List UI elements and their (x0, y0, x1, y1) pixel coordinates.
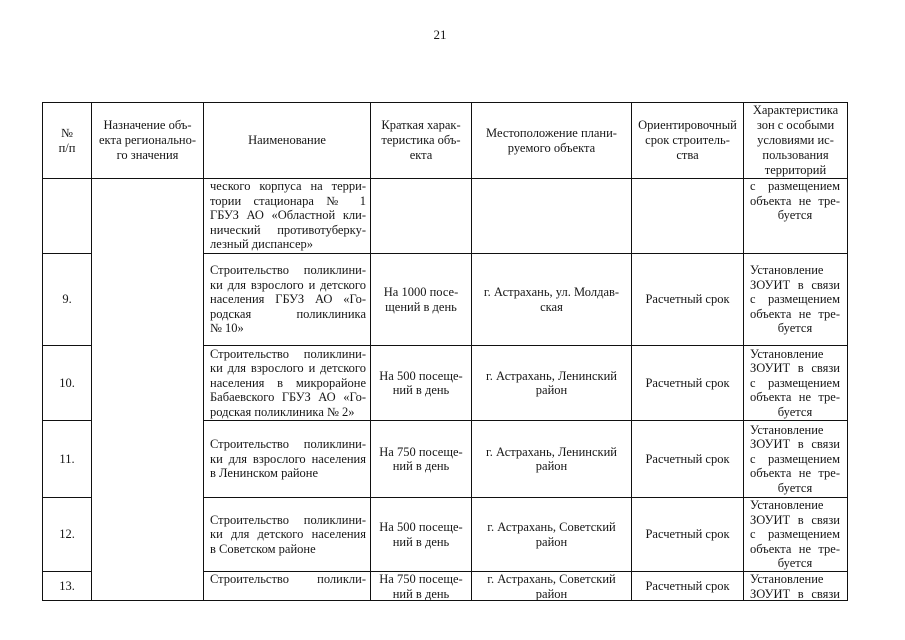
cell-characteristic-text (374, 498, 468, 571)
row-number: 12. (59, 527, 75, 542)
cell-name (204, 179, 371, 254)
cell-num-text (45, 179, 89, 253)
header-line: Местоположение плани- (486, 125, 617, 140)
header-line: го значения (116, 148, 179, 162)
cell-line: объекта не тре- (750, 541, 840, 556)
header-line: теристика объ- (381, 133, 461, 147)
header-term-text (634, 103, 741, 178)
cell-line: с размещением (750, 375, 840, 390)
cell-name-text (210, 421, 366, 497)
cell-num (43, 179, 92, 254)
cell-line: ческого корпуса на терри- (210, 179, 366, 193)
cell-name-text (210, 346, 366, 420)
cell-line: Расчетный срок (645, 578, 730, 593)
cell-line: населения в микрорайоне (210, 375, 366, 390)
header-num (43, 103, 92, 179)
header-num-text (45, 103, 89, 178)
header-line: екта (409, 148, 433, 162)
cell-line: объекта не тре- (750, 193, 840, 208)
header-name-text (206, 103, 368, 178)
cell-line: буется (777, 480, 813, 495)
cell-characteristic (371, 572, 472, 601)
cell-line: с размещением (750, 527, 840, 542)
cell-line: Строительство поликлини- (210, 437, 366, 452)
cell-line: ЗОУИТ в связи (750, 437, 840, 452)
cell-characteristic (371, 179, 472, 254)
cell-term (632, 179, 744, 254)
cell-line: Установление (750, 572, 824, 586)
header-zones (744, 103, 848, 179)
cell-line: На 1000 посе- (383, 285, 459, 299)
header-characteristic (371, 103, 472, 179)
cell-characteristic-text (374, 346, 468, 420)
cell-term-text (635, 179, 740, 253)
cell-num (43, 498, 92, 572)
cell-location-text (475, 254, 628, 345)
cell-location (472, 346, 632, 421)
cell-location (472, 572, 632, 601)
cell-line: с размещением (750, 292, 840, 307)
cell-line: объекта не тре- (750, 306, 840, 321)
cell-num (43, 572, 92, 601)
cell-line: район (535, 383, 568, 397)
cell-location-text (475, 498, 628, 571)
header-line: Краткая харак- (381, 118, 461, 132)
cell-name-text (210, 179, 366, 253)
cell-zones (744, 346, 848, 421)
cell-name-text (210, 498, 366, 571)
cell-term (632, 572, 744, 601)
header-line: руемого объекта (507, 140, 596, 155)
table-row (43, 179, 848, 254)
header-line: Назначение объ- (103, 118, 192, 132)
cell-num-text (45, 498, 89, 571)
cell-location (472, 498, 632, 572)
cell-line: ний в день (392, 459, 450, 473)
cell-characteristic (371, 421, 472, 498)
cell-line: тории стационара № 1 (210, 193, 366, 208)
cell-location-text (475, 421, 628, 497)
row-number: 10. (59, 375, 75, 390)
cell-line: ЗОУИТ в связи (750, 361, 840, 376)
header-name (204, 103, 371, 179)
cell-location-text (475, 346, 628, 420)
cell-line: район (535, 459, 568, 473)
cell-line: с размещением (750, 179, 840, 193)
cell-line: щений в день (385, 299, 457, 314)
cell-zones (744, 179, 848, 254)
cell-zones (744, 254, 848, 346)
cell-term (632, 254, 744, 346)
cell-line: ЗОУИТ в связи (750, 586, 840, 600)
cell-line: район (535, 534, 568, 549)
cell-zones (744, 498, 848, 572)
header-line: Характеристика (752, 103, 839, 117)
cell-line: объекта не тре- (750, 466, 840, 481)
page-number: 21 (433, 27, 447, 42)
header-zones-text (746, 103, 845, 178)
cell-line: ний в день (392, 586, 450, 600)
cell-line: г. Астрахань, Советский (487, 520, 616, 534)
cell-term-text (635, 498, 740, 571)
cell-line: нический противотуберку- (210, 222, 366, 237)
cell-line: На 500 посеще- (379, 520, 463, 534)
cell-line: На 750 посеще- (379, 444, 463, 459)
cell-characteristic-text (374, 421, 468, 497)
cell-line: Установление (750, 422, 824, 437)
header-line: условиями ис- (757, 133, 834, 147)
cell-term (632, 421, 744, 498)
cell-line: ки для взрослого и детского (210, 361, 366, 376)
cell-num-text (45, 421, 89, 497)
cell-name (204, 421, 371, 498)
cell-line: ки для взрослого населения (210, 451, 366, 466)
cell-line: На 750 посеще- (379, 572, 463, 586)
purpose-cell (92, 179, 204, 601)
cell-line: буется (777, 404, 813, 419)
table-header (43, 103, 848, 179)
cell-line: родская поликлиника № 2» (210, 404, 355, 419)
cell-line: ки для взрослого и детского (210, 277, 366, 292)
cell-line: ГБУЗ АО «Областной кли- (210, 208, 366, 222)
cell-zones-text (750, 498, 840, 571)
header-row (43, 103, 848, 179)
cell-location (472, 254, 632, 346)
cell-line: г. Астрахань, ул. Молдав- (483, 285, 620, 299)
cell-term-text (635, 254, 740, 345)
cell-name (204, 498, 371, 572)
cell-characteristic-text (374, 572, 468, 600)
cell-zones-text (750, 179, 840, 253)
cell-location (472, 179, 632, 254)
cell-term-text (635, 572, 740, 600)
cell-line: в Ленинском районе (210, 466, 319, 481)
header-line: территорий (764, 163, 827, 177)
cell-line: ний в день (392, 383, 450, 397)
cell-line: Расчетный срок (645, 527, 730, 542)
cell-location-text (475, 572, 628, 600)
header-characteristic-text (373, 103, 469, 178)
header-purpose-text (94, 103, 201, 178)
cell-num-text (45, 346, 89, 420)
cell-line: родская поликлиника (210, 306, 366, 321)
cell-characteristic-text (374, 179, 468, 253)
cell-line: Расчетный срок (645, 375, 730, 390)
header-line: Ориентировочный (638, 118, 737, 132)
cell-line: Расчетный срок (645, 292, 730, 307)
cell-zones-text (750, 572, 840, 600)
cell-line: ки для детского населения (210, 527, 366, 542)
cell-num (43, 421, 92, 498)
row-number: 11. (59, 451, 75, 466)
cell-line: ний в день (392, 534, 450, 549)
cell-num (43, 346, 92, 421)
header-line: срок строитель- (645, 133, 730, 147)
header-line: п/п (58, 140, 76, 155)
cell-characteristic-text (374, 254, 468, 345)
cell-line: На 500 посеще- (379, 368, 463, 383)
cell-num-text (45, 572, 89, 600)
cell-line: Строительство поликлини- (210, 263, 366, 278)
cell-line: г. Астрахань, Ленинский (486, 368, 617, 383)
cell-term-text (635, 346, 740, 420)
cell-zones-text (750, 346, 840, 420)
cell-zones-text (750, 421, 840, 497)
cell-line: буется (777, 208, 813, 222)
cell-line: Расчетный срок (645, 451, 730, 466)
cell-line: Установление (750, 346, 824, 361)
cell-num-text (45, 254, 89, 345)
cell-line: буется (777, 556, 813, 571)
cell-line: ЗОУИТ в связи (750, 512, 840, 527)
cell-line: Строительство поликли- (210, 572, 366, 586)
planning-objects-table (42, 102, 848, 601)
cell-zones (744, 421, 848, 498)
cell-characteristic (371, 498, 472, 572)
header-line: Наименование (248, 133, 326, 147)
cell-line: район (535, 586, 568, 600)
cell-line: Строительство поликлини- (210, 512, 366, 527)
cell-zones (744, 572, 848, 601)
cell-line: г. Астрахань, Ленинский (486, 444, 617, 459)
row-number: 9. (62, 292, 72, 307)
table-body (43, 179, 848, 601)
cell-term (632, 346, 744, 421)
cell-name-text (210, 254, 366, 345)
header-line: пользования (762, 148, 829, 162)
cell-term (632, 498, 744, 572)
cell-name-text (210, 572, 366, 600)
cell-line: населения ГБУЗ АО «Го- (210, 292, 366, 307)
cell-line: лезный диспансер» (210, 237, 314, 251)
cell-name (204, 572, 371, 601)
cell-characteristic (371, 254, 472, 346)
header-term (632, 103, 744, 179)
cell-line: ЗОУИТ в связи (750, 277, 840, 292)
cell-line: ская (540, 299, 563, 314)
header-purpose (92, 103, 204, 179)
header-line: екта регионально- (99, 133, 196, 147)
cell-line: Установление (750, 263, 824, 278)
cell-line: г. Астрахань, Советский (487, 572, 616, 586)
cell-line: Установление (750, 498, 824, 513)
header-line: № (61, 125, 73, 140)
header-line: зон с особыми (756, 118, 835, 132)
cell-location-text (475, 179, 628, 253)
cell-zones-text (750, 254, 840, 345)
header-line: ства (676, 148, 699, 162)
header-location (472, 103, 632, 179)
cell-line: Бабаевского ГБУЗ АО «Го- (210, 390, 366, 405)
cell-line: в Советском районе (210, 541, 316, 556)
header-location-text (474, 103, 629, 178)
cell-line: с размещением (750, 451, 840, 466)
cell-line: Строительство поликлини- (210, 346, 366, 361)
cell-characteristic (371, 346, 472, 421)
cell-line: объекта не тре- (750, 390, 840, 405)
cell-term-text (635, 421, 740, 497)
cell-line: № 10» (210, 321, 244, 336)
cell-name (204, 254, 371, 346)
row-number: 13. (59, 578, 75, 593)
cell-line: буется (777, 321, 813, 336)
cell-location (472, 421, 632, 498)
cell-name (204, 346, 371, 421)
cell-num (43, 254, 92, 346)
